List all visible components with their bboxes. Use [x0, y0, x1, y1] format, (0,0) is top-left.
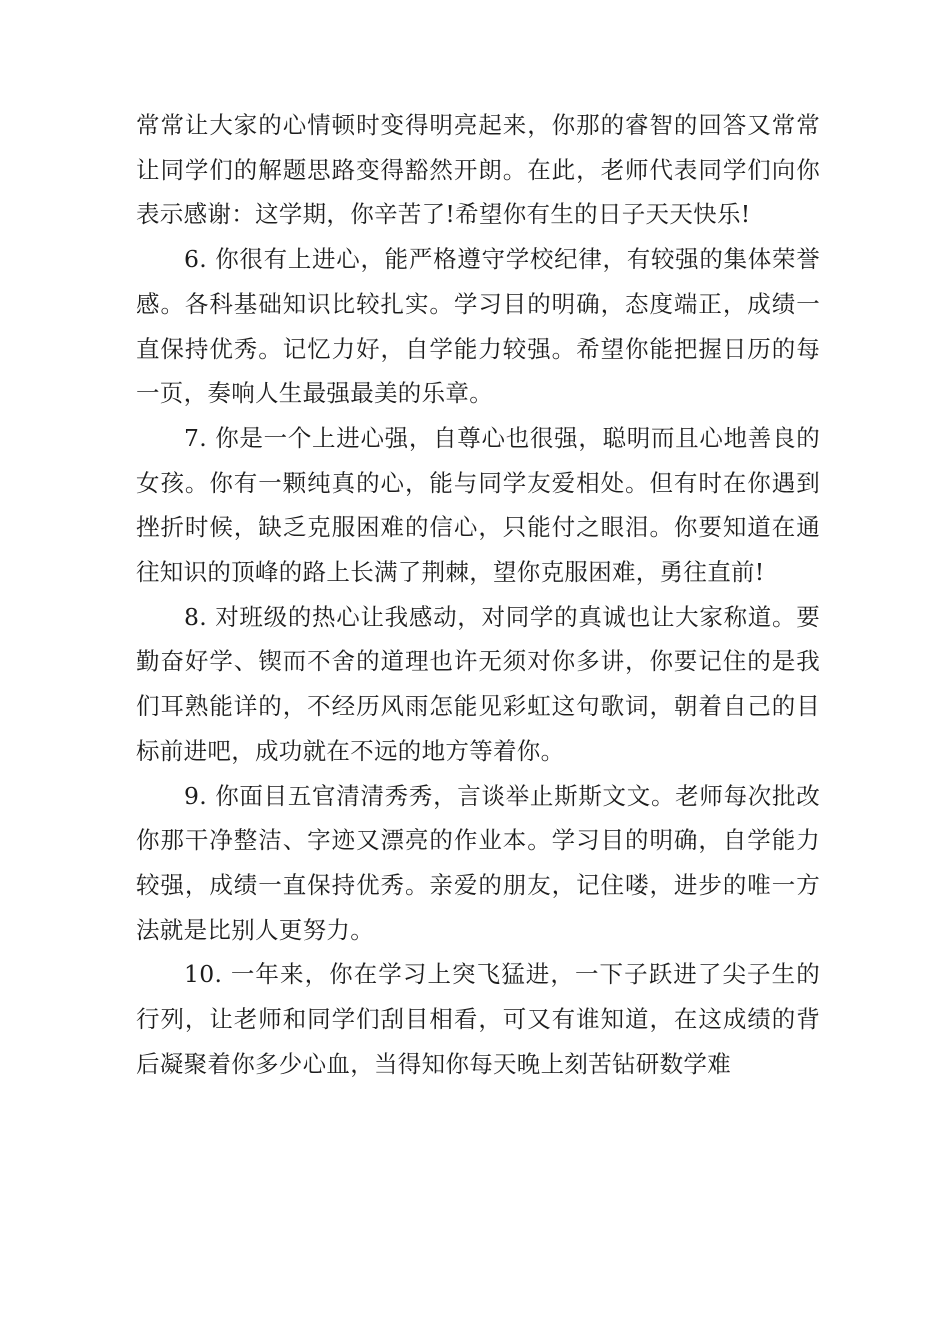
paragraph-item-8: 8. 对班级的热心让我感动，对同学的真诚也让大家称道。要勤奋好学、锲而不舍的道理也许无须对你多讲，你要记住的是我们耳熟能详的，不经历风雨怎能见彩虹这句歌词，朝着自己的目标前进吧，成功就在不远的地方等着你。 [136, 602, 820, 765]
paragraph-item-7: 7. 你是一个上进心强，自尊心也很强，聪明而且心地善良的女孩。你有一颗纯真的心，能与同学友爱相处。但有时在你遇到挫折时候，缺乏克服困难的信心，只能付之眼泪。你要知道在通往知识的顶峰的路上长满了荆棘，望你克服困难，勇往直前! [136, 423, 820, 587]
paragraph-item-6: 6. 你很有上进心，能严格遵守学校纪律，有较强的集体荣誉感。各科基础知识比较扎实。学习目的明确，态度端正，成绩一直保持优秀。记忆力好，自学能力较强。希望你能把握日历的每一页，奏响人生最强最美的乐章。 [136, 245, 820, 408]
paragraph-item-10: 10. 一年来，你在学习上突飞猛进，一下子跃进了尖子生的行列，让老师和同学们刮目相看，可又有谁知道，在这成绩的背后凝聚着你多少心血，当得知你每天晚上刻苦钻研数学难 [136, 960, 820, 1078]
paragraph-item-9: 9. 你面目五官清清秀秀，言谈举止斯斯文文。老师每次批改你那干净整洁、字迹又漂亮的作业本。学习目的明确，自学能力较强，成绩一直保持优秀。亲爱的朋友，记住喽，进步的唯一方法就是比别人更努力。 [136, 781, 820, 944]
paragraph-continuation: 常常让大家的心情顿时变得明亮起来，你那的睿智的回答又常常让同学们的解题思路变得豁然开朗。在此，老师代表同学们向你表示感谢：这学期，你辛苦了!希望你有生的日子天天快乐! [136, 111, 820, 229]
